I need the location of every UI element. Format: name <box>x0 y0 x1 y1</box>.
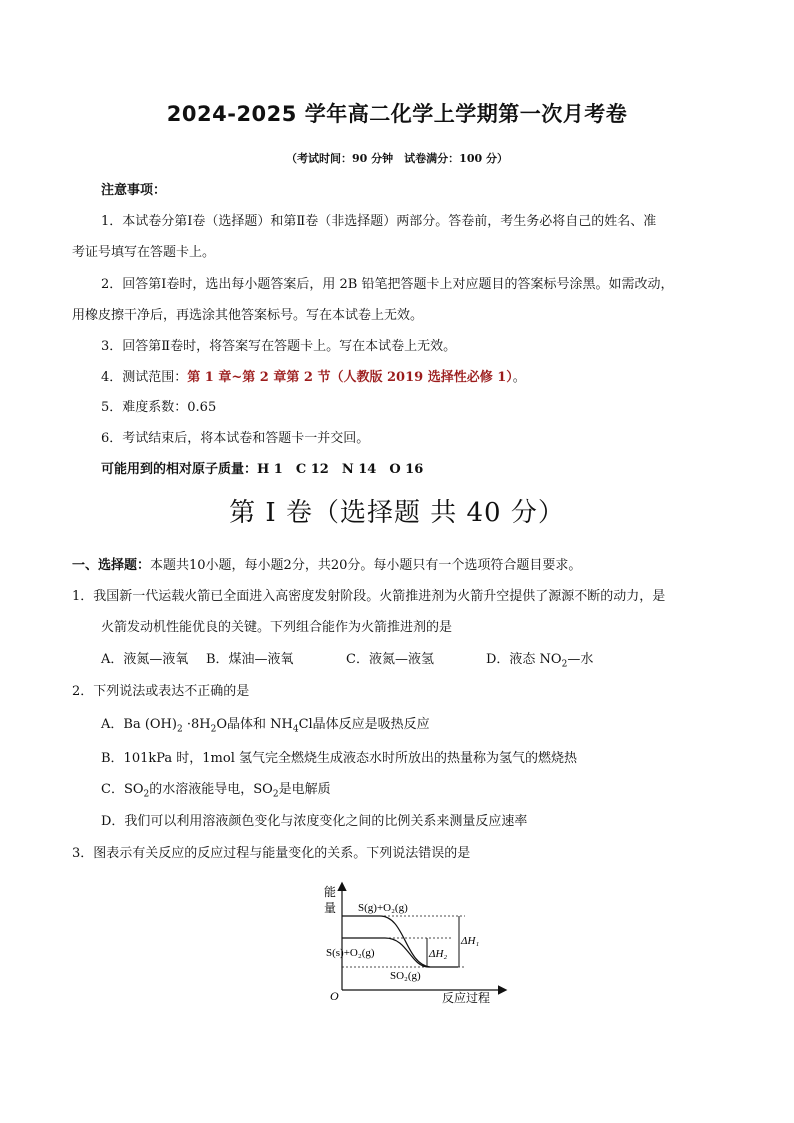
curve-top <box>380 916 430 967</box>
x-axis-label: 反应过程 <box>442 991 491 1005</box>
note-4 <box>101 368 526 388</box>
q2-a-sub: 2 <box>176 724 183 735</box>
section-instruction <box>72 556 581 576</box>
instruction-text: 本题共10小题，每小题2分，共20分。每小题只有一个选项符合题目要求。 <box>150 558 582 573</box>
q2-c-sub: 2 <box>143 789 150 800</box>
level-bottom-label: SO₂(g) <box>390 970 421 982</box>
dh2-label: ΔH₂ <box>429 948 448 960</box>
q2-a-part: O晶体和 NH <box>216 717 293 732</box>
q2-c-sub: 2 <box>272 789 279 800</box>
note-4-prefix: 4．测试范围： <box>101 370 188 385</box>
q1-option-b: B．煤油—液氧 <box>206 652 294 667</box>
y-axis-label: 能 <box>324 885 337 899</box>
q2-a-part: ·8H <box>182 717 211 732</box>
level-mid-label: S(s)+O₂(g) <box>326 947 375 959</box>
q2-a-sub: 2 <box>210 724 217 735</box>
notes-heading: 注意事项： <box>101 183 167 198</box>
q1-option-d-post: —水 <box>567 652 594 667</box>
q1-option-d-sub: 2 <box>561 659 568 670</box>
origin-label: O <box>330 989 339 1003</box>
q1-option-d-text: D．液态 NO <box>486 652 562 667</box>
y-axis-label: 量 <box>324 901 337 915</box>
note-1-line-1: 1．本试卷分第Ⅰ卷（选择题）和第Ⅱ卷（非选择题）两部分。答卷前，考生务必将自己的姓名、准 <box>101 214 657 229</box>
test-range: 第 1 章~第 2 章第 2 节（人教版 2019 选择性必修 1） <box>187 370 513 385</box>
note-5: 5．难度系数：0.65 <box>101 400 217 415</box>
q2-option-a <box>101 715 430 740</box>
q1-option-a: A．液氮—液氧 <box>101 652 189 667</box>
energy-diagram <box>310 878 520 1008</box>
dh1-label: ΔH₁ <box>461 935 480 947</box>
q2-c-part: C．SO <box>101 782 144 797</box>
q1-option-c: C．液氮—液氢 <box>346 652 434 667</box>
atomic-masses: 可能用到的相对原子质量：H 1 C 12 N 14 O 16 <box>101 462 424 477</box>
note-2-line-1: 2．回答第Ⅰ卷时，选出每小题答案后，用 2B 铅笔把答题卡上对应题目的答案标号涂黑。如需改动， <box>101 277 674 292</box>
section-title: 第 I 卷（选择题 共 40 分） <box>229 498 565 528</box>
instruction-label: 一、选择题： <box>72 558 151 573</box>
q2-a-part: Cl晶体反应是吸热反应 <box>298 717 430 732</box>
q2-c-part: 是电解质 <box>278 782 331 797</box>
q1-stem-line-1: 1．我国新一代运载火箭已全面进入高密度发射阶段。火箭推进剂为火箭升空提供了源源不断的动力，是 <box>72 589 666 604</box>
q2-stem: 2．下列说法或表达不正确的是 <box>72 684 250 699</box>
q1-option-d <box>486 650 593 675</box>
level-top-label: S(g)+O₂(g) <box>358 902 408 914</box>
note-3: 3．回答第Ⅱ卷时，将答案写在答题卡上。写在本试卷上无效。 <box>101 339 457 354</box>
q1-stem-line-2: 火箭发动机性能优良的关键。下列组合能作为火箭推进剂的是 <box>101 620 453 635</box>
q2-c-part: 的水溶液能导电，SO <box>149 782 273 797</box>
q2-a-part: A．Ba (OH) <box>101 717 177 732</box>
note-2-line-2: 用橡皮擦干净后，再选涂其他答案标号。写在本试卷上无效。 <box>72 308 424 323</box>
page-title: 2024-2025 学年高二化学上学期第一次月考卷 <box>166 102 628 126</box>
q3-stem: 3．图表示有关反应的反应过程与能量变化的关系。下列说法错误的是 <box>72 846 471 861</box>
q2-option-c <box>101 780 331 805</box>
q2-option-d: D．我们可以利用溶液颜色变化与浓度变化之间的比例关系来测量反应速率 <box>101 814 528 829</box>
note-1-line-2: 考证号填写在答题卡上。 <box>72 245 216 260</box>
exam-time-info: （考试时间：90 分钟 试卷满分：100 分） <box>286 152 508 165</box>
note-6: 6．考试结束后，将本试卷和答题卡一并交回。 <box>101 431 370 446</box>
q2-a-sub: 4 <box>292 724 299 735</box>
q2-option-b: B．101kPa 时，1mol 氢气完全燃烧生成液态水时所放出的热量称为氢气的燃烧热 <box>101 751 578 766</box>
note-4-suffix: 。 <box>512 370 526 385</box>
